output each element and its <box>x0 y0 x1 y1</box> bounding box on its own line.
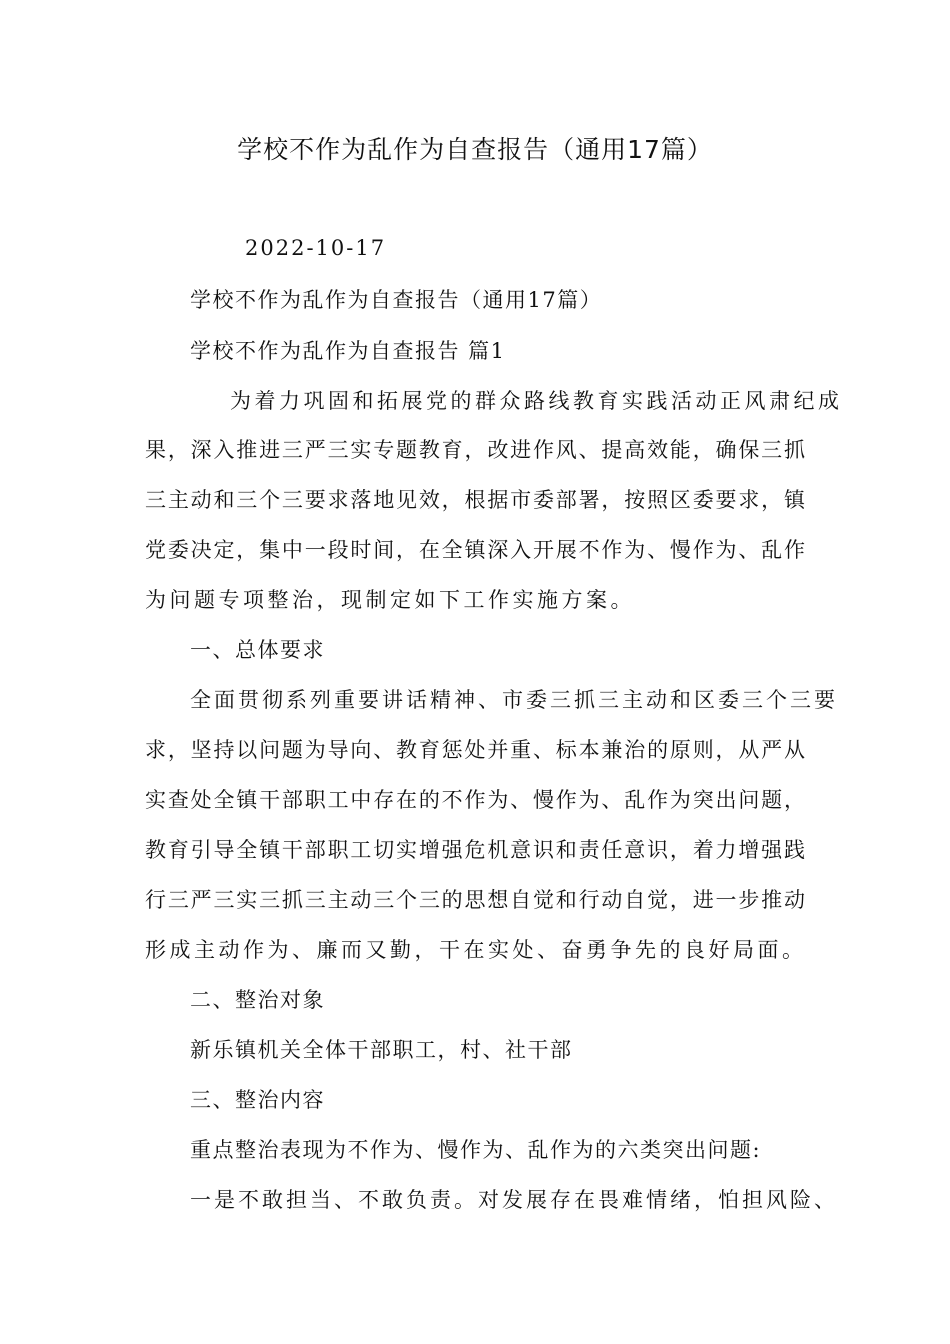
heading-targets: 二、整治对象 <box>190 988 325 1012</box>
paragraph-line: 三主动和三个三要求落地见效，根据市委部署，按照区委要求，镇 <box>145 488 805 512</box>
paragraph-line: 全面贯彻系列重要讲话精神、市委三抓三主动和区委三个三要 <box>190 688 838 712</box>
paragraph-line: 党委决定，集中一段时间，在全镇深入开展不作为、慢作为、乱作 <box>145 538 805 562</box>
section-heading: 学校不作为乱作为自查报告 篇1 <box>190 339 506 363</box>
paragraph-line: 为着力巩固和拓展党的群众路线教育实践活动正风肃纪成 <box>230 389 843 413</box>
paragraph-line: 重点整治表现为不作为、慢作为、乱作为的六类突出问题: <box>190 1138 762 1162</box>
heading-general-requirements: 一、总体要求 <box>190 638 325 662</box>
paragraph-line: 形成主动作为、廉而又勤，干在实处、奋勇争先的良好局面。 <box>145 938 807 962</box>
document-subtitle: 学校不作为乱作为自查报告（通用17篇） <box>190 288 603 312</box>
paragraph-line: 一是不敢担当、不敢负责。对发展存在畏难情绪，怕担风险、 <box>190 1188 838 1212</box>
paragraph-line: 实查处全镇干部职工中存在的不作为、慢作为、乱作为突出问题， <box>145 788 805 812</box>
document-date: 2022-10-17 <box>245 236 387 260</box>
paragraph-line: 教育引导全镇干部职工切实增强危机意识和责任意识，着力增强践 <box>145 838 805 862</box>
heading-content: 三、整治内容 <box>190 1088 325 1112</box>
paragraph-line: 求，坚持以问题为导向、教育惩处并重、标本兼治的原则，从严从 <box>145 738 805 762</box>
paragraph-line: 果，深入推进三严三实专题教育，改进作风、提高效能，确保三抓 <box>145 438 805 462</box>
paragraph-line: 行三严三实三抓三主动三个三的思想自觉和行动自觉，进一步推动 <box>145 888 805 912</box>
document-title: 学校不作为乱作为自查报告（通用17篇） <box>237 135 713 164</box>
paragraph-line: 为问题专项整治，现制定如下工作实施方案。 <box>145 588 635 612</box>
paragraph-line: 新乐镇机关全体干部职工，村、社干部 <box>190 1038 573 1062</box>
